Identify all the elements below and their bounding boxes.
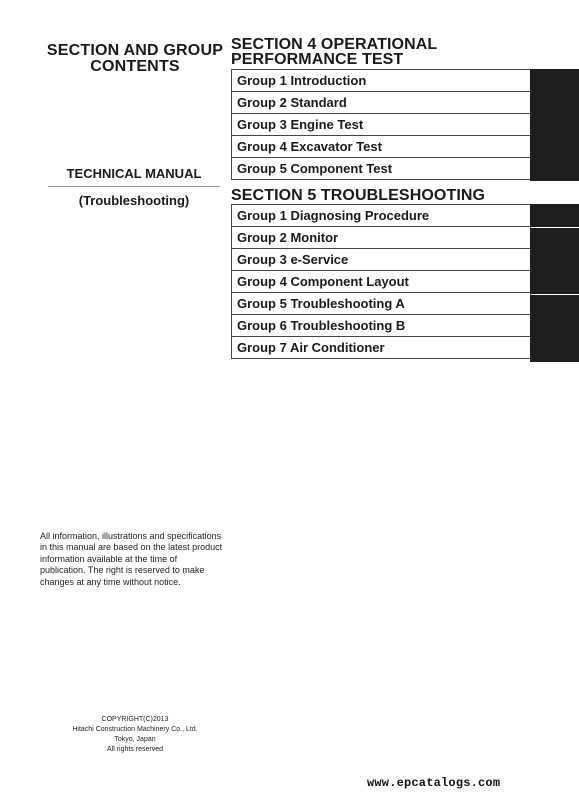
manual-title: TECHNICAL MANUAL: [66, 166, 202, 181]
copyright-block: [56, 715, 214, 755]
section-5-group-3[interactable]: Group 3 e-Service: [232, 249, 530, 271]
section-4-group-2[interactable]: Group 2 Standard: [232, 92, 530, 114]
contents-title-line-2: CONTENTS: [90, 58, 180, 75]
section-5-group-5[interactable]: Group 5 Troubleshooting A: [232, 293, 530, 315]
section-5-tab-group-1: [530, 204, 579, 227]
section-5-group-7[interactable]: Group 7 Air Conditioner: [237, 340, 385, 355]
section-and-group-contents-title: [40, 43, 230, 75]
section-5-tab-groups-5-7: [530, 295, 579, 362]
section-5-group-2[interactable]: Group 2 Monitor: [232, 227, 530, 249]
section-4-group-5[interactable]: Group 5 Component Test: [237, 161, 393, 176]
section-5-group-6[interactable]: Group 6 Troubleshooting B: [232, 315, 530, 337]
manual-divider: [48, 186, 220, 187]
section-5-group-4[interactable]: Group 4 Component Layout: [232, 271, 530, 293]
section-4-group-1[interactable]: Group 1 Introduction: [232, 70, 530, 92]
manual-subtitle: (Troubleshooting): [78, 193, 190, 208]
section-5-group-1[interactable]: Group 1 Diagnosing Procedure: [232, 205, 530, 227]
rights-reserved: All rights reserved: [106, 746, 164, 753]
company-name: Hitachi Construction Machinery Co., Ltd.: [72, 726, 198, 733]
copyright-line: COPYRIGHT(C)2013: [101, 716, 169, 723]
section-4-title-line-2: PERFORMANCE TEST: [231, 51, 404, 68]
section-4-title: [231, 37, 437, 67]
section-4-index-tab: [530, 69, 579, 181]
section-5-title: SECTION 5 TROUBLESHOOTING: [231, 187, 486, 204]
section-4-group-4[interactable]: Group 4 Excavator Test: [232, 136, 530, 158]
company-location: Tokyo, Japan: [114, 736, 156, 743]
contents-title-line-1: SECTION AND GROUP: [46, 42, 224, 59]
section-5-group-list: [231, 204, 531, 359]
disclaimer-notice: All information, illustrations and specifications in this manual are based on the latest product information available at the time of publication. The right is reserved to make changes at any time without notice.: [40, 531, 223, 587]
section-4-group-list: [231, 69, 531, 180]
watermark-url: www.epcatalogs.com: [367, 776, 501, 790]
section-4-title-line-1: SECTION 4 OPERATIONAL: [231, 36, 438, 53]
section-5-tab-groups-2-4: [530, 228, 579, 294]
section-4-group-3[interactable]: Group 3 Engine Test: [232, 114, 530, 136]
